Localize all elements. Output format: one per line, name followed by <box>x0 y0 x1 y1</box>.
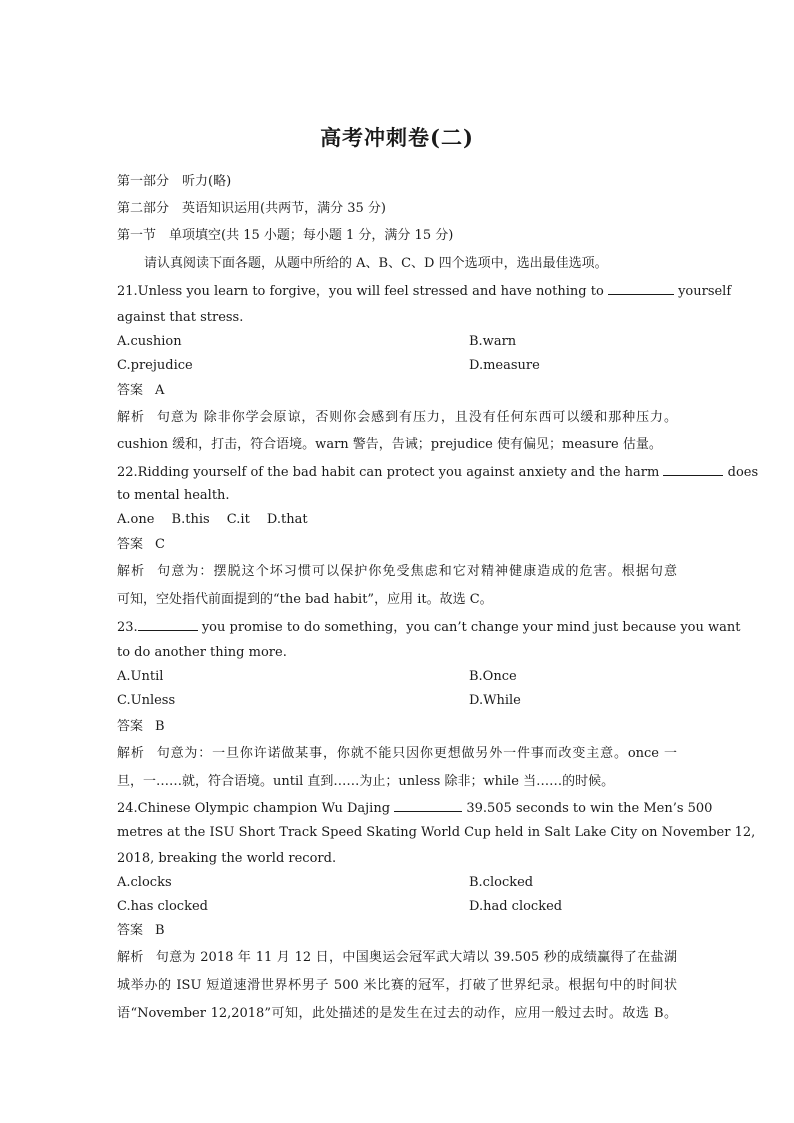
section-one-heading: 第一节 单项填空(共 15 小题；每小题 1 分，满分 15 分) <box>117 228 454 243</box>
question-21-explanation-line-2: cushion 缓和，打击，符合语境。warn 警告，告诫；prejudice 使有偏见；measure 估量。 <box>117 437 662 452</box>
question-24-explanation-line-1: 解析 句意为 2018 年 11 月 12 日，中国奥运会冠军武大靖以 39.505 秒的成绩赢得了在盐湖 <box>117 950 677 965</box>
option-c: C.Unless <box>117 693 176 708</box>
option-b: B.warn <box>469 334 517 349</box>
question-22-answer: 答案 C <box>117 537 165 552</box>
question-24-answer: 答案 B <box>117 923 165 938</box>
option-c: C.has clocked <box>117 899 208 914</box>
question-22-line-1: 22.Ridding yourself of the bad habit can protect you against anxiety and the harm does <box>117 465 759 480</box>
question-24-line-2: metres at the ISU Short Track Speed Skating World Cup held in Salt Lake City on November 12, <box>117 825 756 840</box>
question-24-options-row-2 <box>117 898 677 916</box>
page-title: 高考冲刺卷(二) <box>320 125 474 150</box>
question-22-line-2: to mental health. <box>117 488 230 503</box>
question-21-options-row-1 <box>117 333 677 351</box>
question-23-line-1: 23. you promise to do something，you can’t change your mind just because you want <box>117 620 741 635</box>
answer-blank <box>138 618 198 631</box>
answer-blank <box>394 799 462 812</box>
option-c: C.prejudice <box>117 358 193 373</box>
option-d: D.had clocked <box>469 899 563 914</box>
question-24-options-row-1 <box>117 874 677 892</box>
option-b: B.clocked <box>469 875 534 890</box>
option-a: A.cushion <box>117 334 182 349</box>
question-24-explanation-line-3: 语“November 12,2018”可知，此处描述的是发生在过去的动作，应用一般过去时。故选 B。 <box>117 1006 677 1021</box>
question-24-line-1: 24.Chinese Olympic champion Wu Dajing 39.505 seconds to win the Men’s 500 <box>117 801 713 816</box>
question-22-explanation-line-2: 可知，空处指代前面提到的“the bad habit”，应用 it。故选 C。 <box>117 592 493 607</box>
instruction-text: 请认真阅读下面各题，从题中所给的 A、B、C、D 四个选项中，选出最佳选项。 <box>144 256 608 271</box>
part-one-heading: 第一部分 听力(略) <box>117 174 232 189</box>
question-24-explanation-line-2: 城举办的 ISU 短道速滑世界杯男子 500 米比赛的冠军，打破了世界纪录。根据句中的时间状 <box>117 978 677 993</box>
option-d: D.While <box>469 693 521 708</box>
part-two-heading: 第二部分 英语知识运用(共两节，满分 35 分) <box>117 201 386 216</box>
question-23-options-row-1 <box>117 668 677 686</box>
question-23-line-2: to do another thing more. <box>117 645 287 660</box>
question-23-explanation-line-2: 旦，一……就，符合语境。until 直到……为止；unless 除非；while 当……的时候。 <box>117 774 615 789</box>
answer-blank <box>608 282 674 295</box>
option-a: A.Until <box>117 669 164 684</box>
question-21-line-2: against that stress. <box>117 310 244 325</box>
question-23-explanation-line-1: 解析 句意为：一旦你许诺做某事，你就不能只因你更想做另外一件事而改变主意。once 一 <box>117 746 677 761</box>
question-23-options-row-2 <box>117 692 677 710</box>
option-b: B.Once <box>469 669 517 684</box>
question-22-explanation-line-1: 解析 句意为：摆脱这个坏习惯可以保护你免受焦虑和它对精神健康造成的危害。根据句意 <box>117 564 677 579</box>
answer-blank <box>663 463 723 476</box>
question-23-answer: 答案 B <box>117 719 165 734</box>
question-21-explanation-line-1: 解析 句意为 除非你学会原谅，否则你会感到有压力，且没有任何东西可以缓和那种压力。 <box>117 410 677 425</box>
question-21-line-1: 21.Unless you learn to forgive，you will feel stressed and have nothing to yourself <box>117 284 732 299</box>
question-24-line-3: 2018, breaking the world record. <box>117 851 337 866</box>
question-22-options: A.one B.this C.it D.that <box>117 512 308 527</box>
option-a: A.clocks <box>117 875 172 890</box>
question-21-options-row-2 <box>117 357 677 375</box>
question-21-answer: 答案 A <box>117 383 165 398</box>
option-d: D.measure <box>469 358 540 373</box>
